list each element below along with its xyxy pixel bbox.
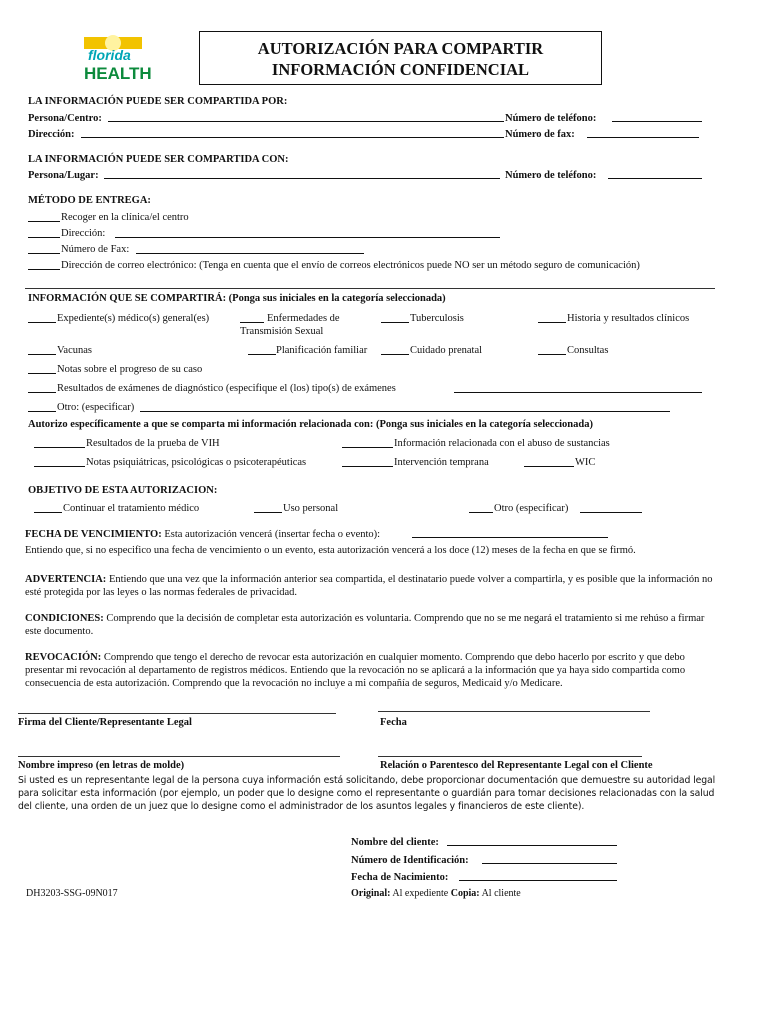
otro-label: Otro: (especificar) <box>57 402 135 413</box>
vacunas-initial[interactable] <box>28 344 56 355</box>
copia-label: Copia: <box>450 888 480 899</box>
delivery-opt2-initial[interactable] <box>28 227 60 238</box>
psiq-initial[interactable] <box>34 456 85 467</box>
notas-label: Notas sobre el progreso de su caso <box>57 364 203 375</box>
delivery-address-field[interactable] <box>115 227 500 238</box>
client-dob-label: Fecha de Nacimiento: <box>351 872 449 883</box>
resultados-initial[interactable] <box>28 382 56 393</box>
advertencia-paragraph <box>25 573 715 599</box>
revocacion-label: REVOCACIÓN: <box>25 652 102 663</box>
logo-health-text: HEALTH <box>84 64 152 83</box>
expedientes-label: Expediente(s) médico(s) general(es) <box>57 313 210 324</box>
shared-by-fax-label: Número de fax: <box>505 129 575 140</box>
delivery-opt1-label: Recoger en la clínica/el centro <box>61 212 189 223</box>
client-id-field[interactable] <box>482 853 617 864</box>
divider <box>25 288 715 289</box>
consultas-label: Consultas <box>567 345 609 356</box>
objective-heading: OBJETIVO DE ESTA AUTORIZACION: <box>28 485 218 496</box>
notas-initial[interactable] <box>28 363 56 374</box>
vencimiento-field[interactable] <box>412 527 608 538</box>
ets-label-2: Transmisión Sexual <box>240 326 324 337</box>
otro-field[interactable] <box>140 401 670 412</box>
shared-with-heading: LA INFORMACIÓN PUEDE SER COMPARTIDA CON: <box>28 154 289 165</box>
revocacion-text: Comprendo que tengo el derecho de revocar esta autorización en cualquier momento. Comprendo que debo hacerlo por escrito y que debo presentar mi revocación al departamento de registros médicos. Entiendo que la revocación no se aplicará a la información que ya haya sido compartida como consecuencia de esta autorización. Comprendo que la revocación no incluye a mi compañía de seguros, Medicaid y/o Medicare. <box>25 652 686 689</box>
fecha-label: Fecha <box>380 717 407 728</box>
delivery-opt4-label: Dirección de correo electrónico: (Tenga en cuenta que el envío de correos electrónicos puede NO ser un método seguro de comunicación) <box>61 260 640 271</box>
tuberculosis-label: Tuberculosis <box>410 313 464 324</box>
shared-by-heading: LA INFORMACIÓN PUEDE SER COMPARTIDA POR: <box>28 96 288 107</box>
firma-label: Firma del Cliente/Representante Legal <box>18 717 192 728</box>
psiq-label: Notas psiquiátricas, psicológicas o psicoterapéuticas <box>86 457 307 468</box>
original-text: Al expediente <box>392 888 449 899</box>
planificacion-initial[interactable] <box>248 344 276 355</box>
consultas-initial[interactable] <box>538 344 566 355</box>
continuar-label: Continuar el tratamiento médico <box>63 503 200 514</box>
resultados-label: Resultados de exámenes de diagnóstico (especifique el (los) tipo(s) de exámenes <box>57 383 396 394</box>
condiciones-label: CONDICIONES: <box>25 613 104 624</box>
shared-with-persona-field[interactable] <box>104 168 500 179</box>
planificacion-label: Planificación familiar <box>276 345 368 356</box>
client-dob-field[interactable] <box>459 870 617 881</box>
florida-health-logo <box>82 33 152 83</box>
condiciones-paragraph <box>25 612 715 638</box>
vencimiento-text: Esta autorización vencerá (insertar fecha o evento): <box>164 529 381 540</box>
revocacion-paragraph <box>25 651 715 690</box>
tuberculosis-initial[interactable] <box>381 312 409 323</box>
signature-line[interactable] <box>18 713 336 714</box>
delivery-opt4-initial[interactable] <box>28 259 60 270</box>
condiciones-text: Comprendo que la decisión de completar esta autorización es voluntaria. Comprendo que no se me negará el tratamiento si me rehúso a firmar este documento. <box>25 613 705 637</box>
vencimiento-note: Entiendo que, si no especifico una fecha de vencimiento o un evento, esta autorización vencerá a los doce (12) meses de la fecha en que se firmó. <box>25 545 636 556</box>
objective-otro-label: Otro (especificar) <box>494 503 569 514</box>
nombre-label: Nombre impreso (en letras de molde) <box>18 760 185 771</box>
shared-by-address-label: Dirección: <box>28 129 75 140</box>
client-name-field[interactable] <box>447 835 617 846</box>
objective-otro-initial[interactable] <box>469 502 493 513</box>
vih-label: Resultados de la prueba de VIH <box>86 438 220 449</box>
personal-label: Uso personal <box>283 503 339 514</box>
original-label: Original: <box>351 888 391 899</box>
date-line[interactable] <box>378 711 650 712</box>
title-line-2: INFORMACIÓN CONFIDENCIAL <box>271 60 530 79</box>
printed-name-line[interactable] <box>18 756 340 757</box>
objective-otro-field[interactable] <box>580 502 642 513</box>
advertencia-label: ADVERTENCIA: <box>25 574 107 585</box>
intervencion-initial[interactable] <box>342 456 393 467</box>
client-name-label: Nombre del cliente: <box>351 837 439 848</box>
prenatal-label: Cuidado prenatal <box>410 345 483 356</box>
delivery-fax-field[interactable] <box>136 243 364 254</box>
delivery-opt3-label: Número de Fax: <box>61 244 130 255</box>
ets-label-1: Enfermedades de <box>267 313 340 324</box>
advertencia-text: Entiendo que una vez que la información anterior sea compartida, el destinatario puede volver a compartirla, y es posible que la información no esté protegida por las leyes o las normas federales de privacidad. <box>25 574 713 598</box>
shared-by-address-field[interactable] <box>81 127 504 138</box>
relacion-label: Relación o Parentesco del Representante Legal con el Cliente <box>380 760 653 771</box>
copia-text: Al cliente <box>481 888 521 899</box>
shared-with-phone-label: Número de teléfono: <box>505 170 597 181</box>
shared-with-phone-field[interactable] <box>608 168 702 179</box>
shared-by-fax-field[interactable] <box>587 127 699 138</box>
delivery-opt3-initial[interactable] <box>28 243 60 254</box>
vencimiento-label: FECHA DE VENCIMIENTO: <box>25 529 162 540</box>
abuso-initial[interactable] <box>342 437 393 448</box>
info-heading: INFORMACIÓN QUE SE COMPARTIRÁ: (Ponga sus iniciales en la categoría seleccionada) <box>28 293 446 304</box>
intervencion-label: Intervención temprana <box>394 457 489 468</box>
shared-by-phone-label: Número de teléfono: <box>505 113 597 124</box>
delivery-opt2-label: Dirección: <box>61 228 106 239</box>
personal-initial[interactable] <box>254 502 282 513</box>
vacunas-label: Vacunas <box>57 345 92 356</box>
historia-label: Historia y resultados clínicos <box>567 313 690 324</box>
client-id-label: Número de Identificación: <box>351 855 469 866</box>
resultados-field[interactable] <box>454 382 702 393</box>
otro-initial[interactable] <box>28 401 56 412</box>
form-title <box>199 31 602 85</box>
relationship-line[interactable] <box>378 756 642 757</box>
continuar-initial[interactable] <box>34 502 62 513</box>
representative-note: Si usted es un representante legal de la persona cuya información está solicitando, debe proporcionar documentación que demuestre su autoridad legal para solicitar esta información (por ejemplo, un poder que lo designe como el representante o guardián para tomar decisiones relacionadas con la salud del cliente, una orden de un juez que lo designe como el administrador de los asuntos legales y financieros de este cliente). <box>18 775 716 812</box>
wic-initial[interactable] <box>524 456 574 467</box>
shared-by-persona-label: Persona/Centro: <box>28 113 102 124</box>
shared-by-persona-field[interactable] <box>108 111 504 122</box>
abuso-label: Información relacionada con el abuso de sustancias <box>394 438 610 449</box>
wic-label: WIC <box>575 457 596 468</box>
historia-initial[interactable] <box>538 312 566 323</box>
vencimiento-line <box>25 529 380 540</box>
distribution-note <box>351 888 521 899</box>
specific-heading: Autorizo específicamente a que se comparta mi información relacionada con: (Ponga sus iniciales en la categoría seleccionada) <box>28 419 593 430</box>
expedientes-initial[interactable] <box>28 312 56 323</box>
delivery-heading: MÉTODO DE ENTREGA: <box>28 195 151 206</box>
shared-with-persona-label: Persona/Lugar: <box>28 170 99 181</box>
ets-initial[interactable] <box>240 312 264 323</box>
delivery-opt1-initial[interactable] <box>28 211 60 222</box>
logo-florida-text: florida <box>88 47 131 63</box>
shared-by-phone-field[interactable] <box>612 111 702 122</box>
prenatal-initial[interactable] <box>381 344 409 355</box>
title-line-1: AUTORIZACIÓN PARA COMPARTIR <box>257 39 544 58</box>
form-code: DH3203-SSG-09N017 <box>26 888 118 899</box>
vih-initial[interactable] <box>34 437 85 448</box>
